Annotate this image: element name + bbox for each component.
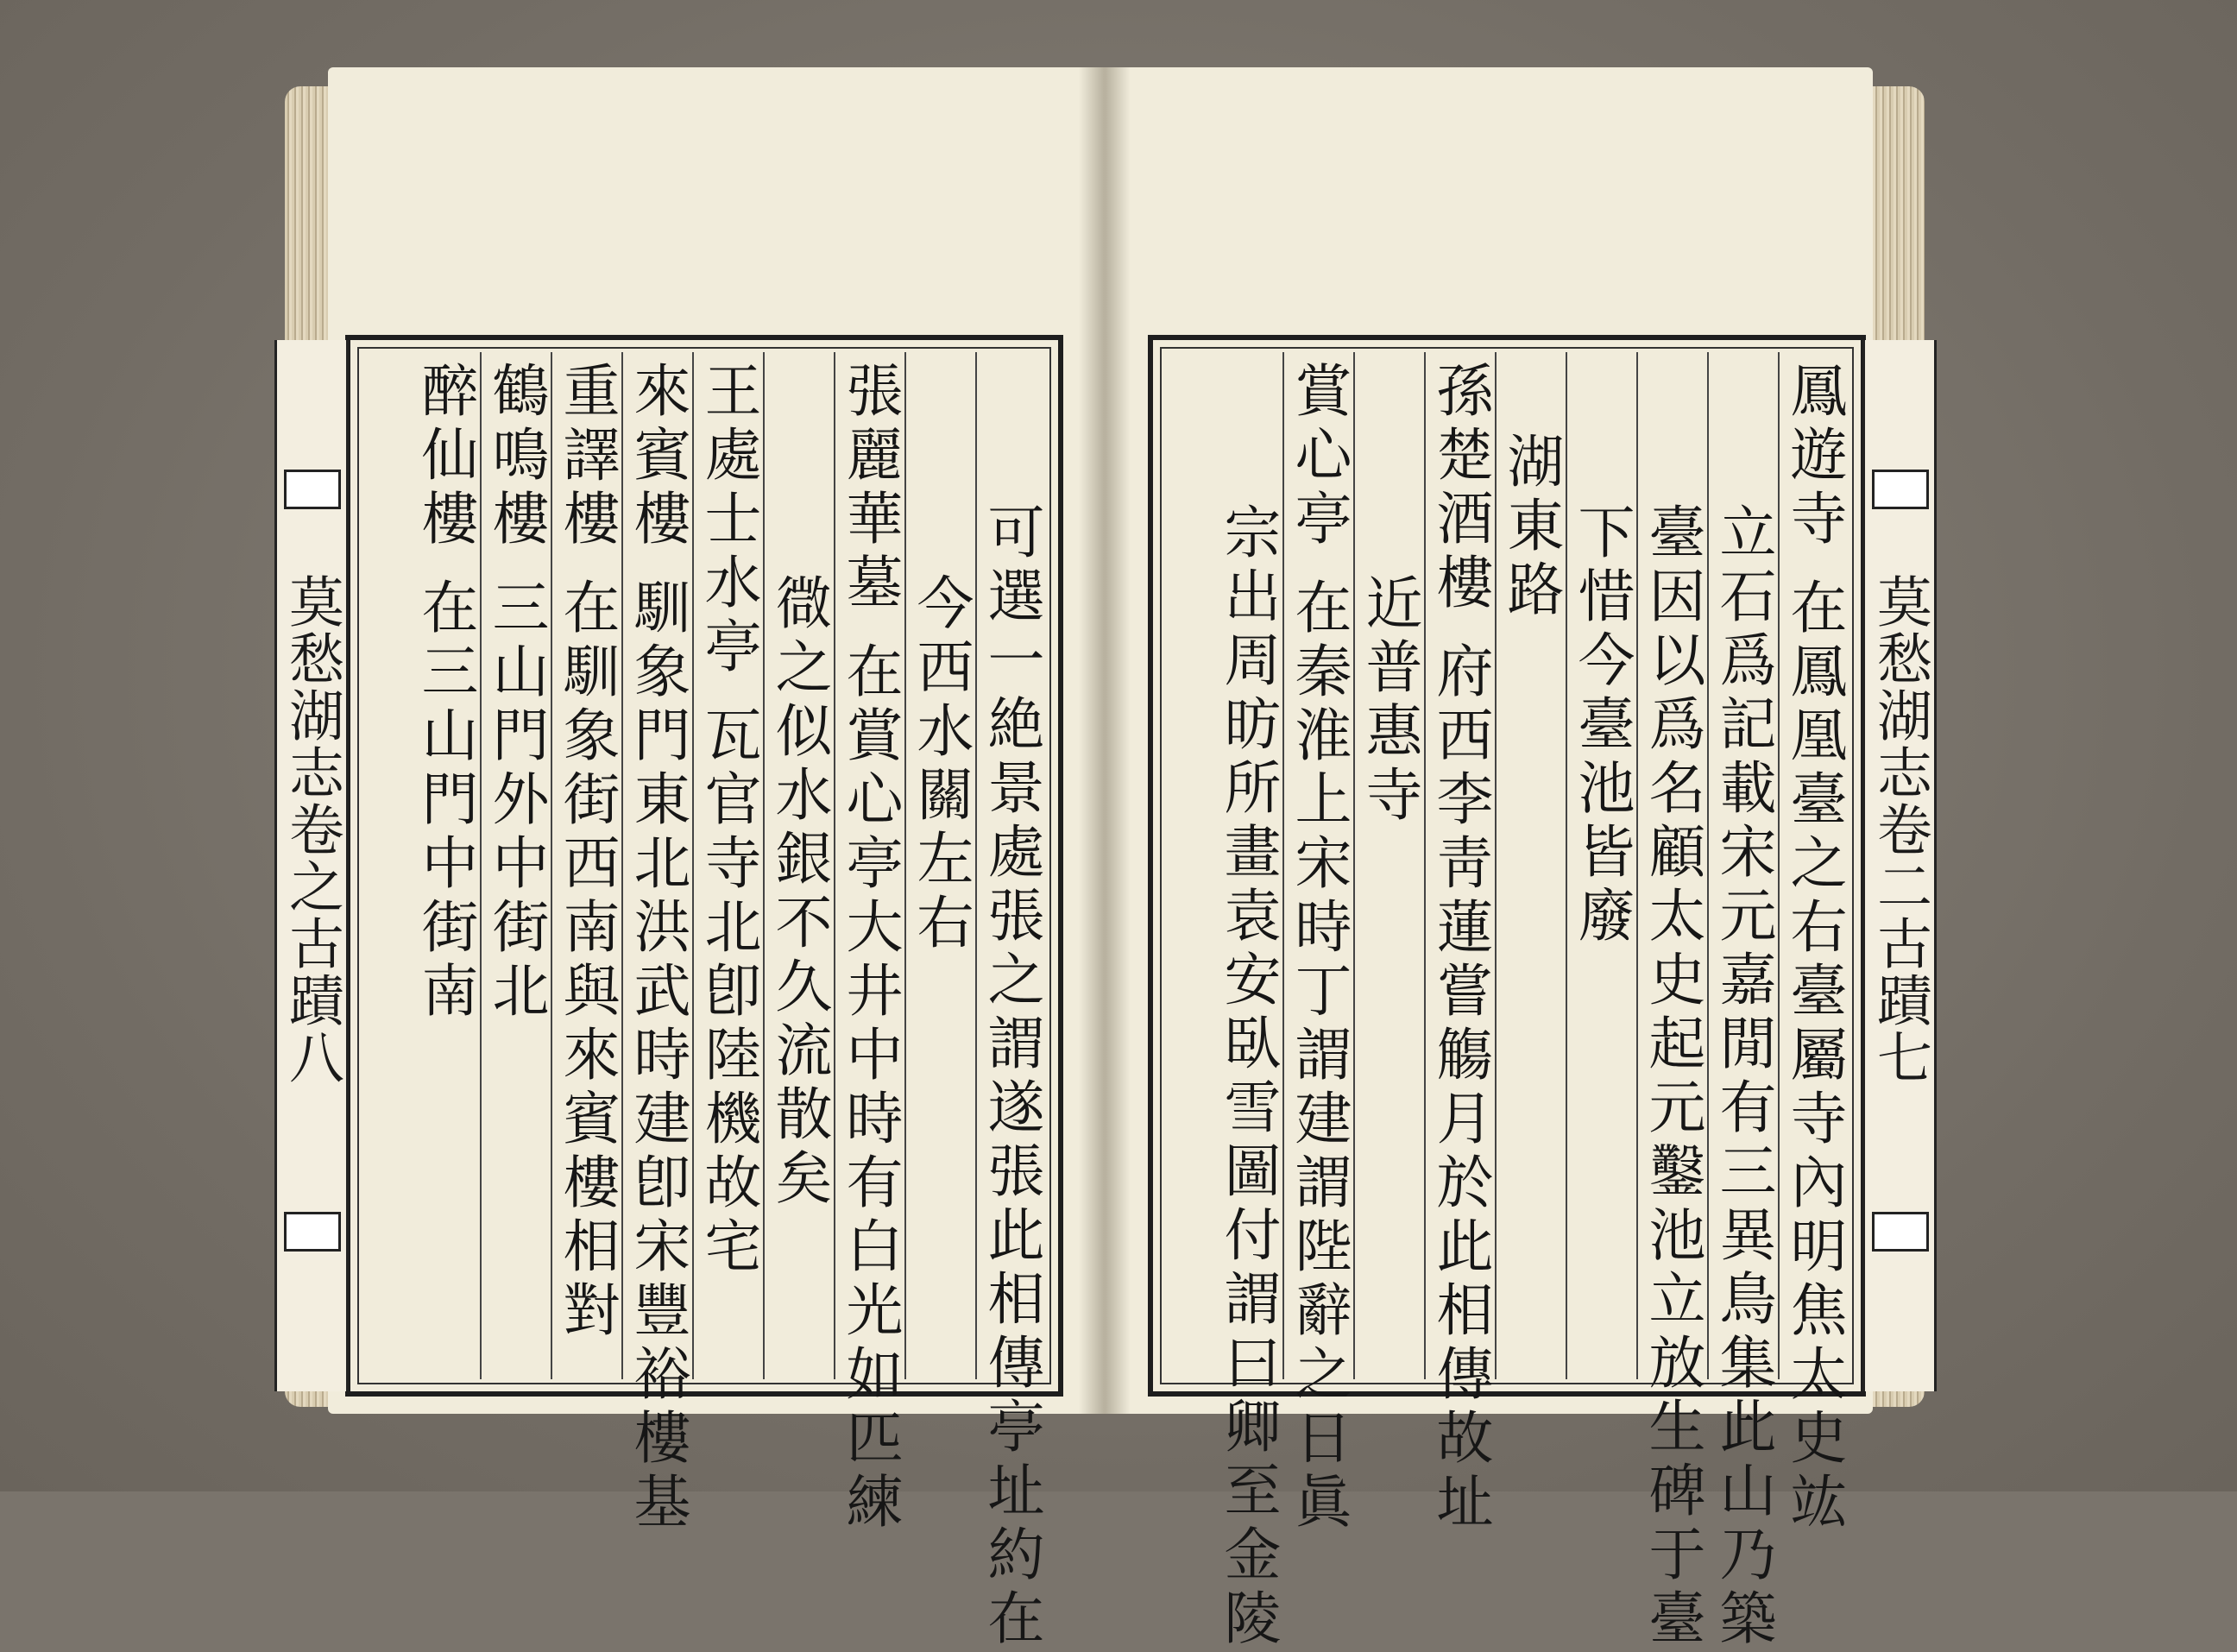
column-text: 鳳遊寺 在鳳凰臺之右臺屬寺內明焦太史竑 — [1780, 361, 1847, 1535]
text-column — [1707, 352, 1778, 1652]
text-column — [1495, 352, 1566, 1379]
text-column — [1566, 352, 1636, 1379]
column-text: 臺因以爲名顧太史起元鑿池立放生碑于臺 — [1639, 502, 1705, 1652]
left-text-columns — [362, 352, 1046, 1652]
right-text-columns — [1165, 352, 1849, 1652]
text-column — [1282, 352, 1353, 1535]
column-text: 㣲之似水銀不久流散矣 — [766, 573, 832, 1212]
book-gutter — [1079, 67, 1131, 1414]
text-column — [621, 352, 692, 1535]
left-banxin-strip — [274, 340, 349, 1391]
text-column — [1353, 352, 1424, 1379]
text-column — [904, 352, 975, 1379]
open-book — [280, 60, 1931, 1652]
text-column — [763, 352, 834, 1379]
right-page-frame — [1148, 335, 1931, 1652]
fish-tail-mark — [1872, 1212, 1929, 1252]
column-text: 湖東路 — [1497, 432, 1564, 623]
column-text: 近普惠寺 — [1356, 573, 1422, 829]
text-column — [551, 352, 621, 1379]
text-column — [409, 352, 480, 1379]
left-banxin-title: 莫愁湖志卷之古蹟八 — [280, 573, 343, 1086]
text-column — [975, 352, 1046, 1652]
fish-tail-mark — [1872, 470, 1929, 509]
right-banxin-title: 莫愁湖志卷二古蹟七 — [1868, 573, 1931, 1086]
column-text: 可選一絶景處張之謂遂張此相傳亭址約在 — [978, 502, 1044, 1652]
column-text: 今西水關左右 — [907, 573, 974, 956]
text-column — [1778, 352, 1849, 1535]
column-text: 醉仙樓 在三山門中街南 — [412, 361, 478, 1025]
fish-tail-mark — [284, 1212, 341, 1252]
text-column — [480, 352, 551, 1379]
column-text: 張麗華墓 在賞心亭大井中時有白光如匹練 — [836, 361, 903, 1535]
text-column — [1636, 352, 1707, 1652]
column-text: 來賓樓 馴象門東北洪武時建卽宋豐裕樓基 — [624, 361, 690, 1535]
column-text: 重譯樓 在馴象街西南與來賓樓相對 — [553, 361, 620, 1344]
column-text: 鶴鳴樓 三山門外中街北 — [482, 361, 549, 1025]
right-banxin-strip — [1862, 340, 1937, 1391]
column-text: 下惜今臺池皆廢 — [1568, 502, 1635, 949]
column-text: 立石爲記載宋元嘉閒有三異鳥集此山乃築 — [1710, 502, 1776, 1652]
left-page-frame — [280, 335, 1063, 1652]
text-column — [1212, 352, 1282, 1652]
column-text: 賞心亭 在秦淮上宋時丁謂建謂陛辭之日眞 — [1285, 361, 1352, 1535]
text-column — [692, 352, 763, 1379]
text-column — [834, 352, 904, 1535]
column-text: 孫楚酒樓 府西李靑蓮嘗觴月於此相傳故址 — [1427, 361, 1493, 1535]
fish-tail-mark — [284, 470, 341, 509]
column-text: 王處士水亭 瓦官寺北卽陸機故宅 — [695, 361, 761, 1280]
text-column — [1424, 352, 1495, 1535]
column-text: 宗出周昉所畫袁安臥雪圖付謂曰卿至金陵 — [1214, 502, 1281, 1652]
